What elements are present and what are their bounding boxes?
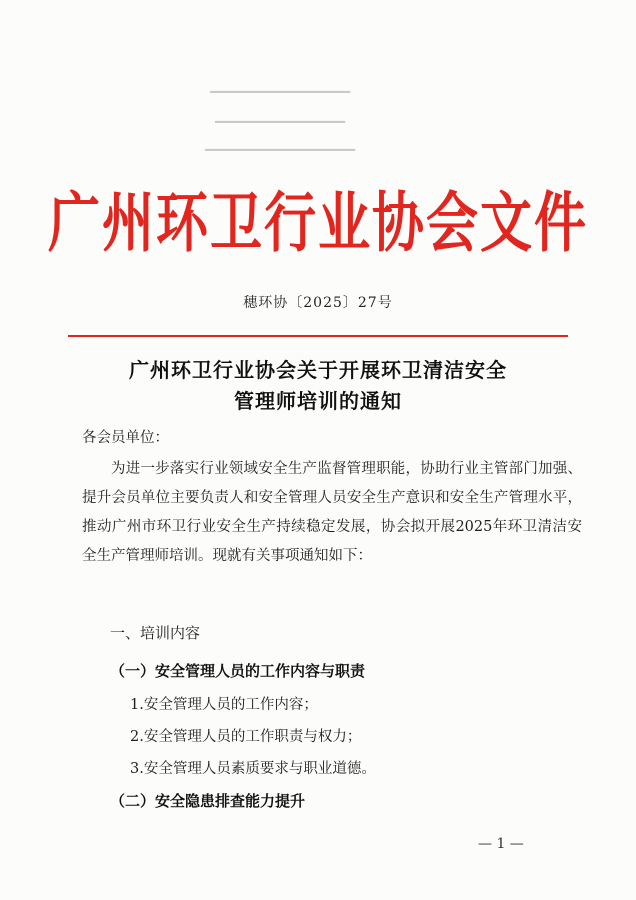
list-item: 1.安全管理人员的工作内容； (130, 697, 318, 713)
red-divider-line (68, 335, 568, 337)
section-1-heading: 一、培训内容 (110, 624, 201, 642)
bleed-through-text: ▔▔▔▔▔▔▔▔▔▔▔▔▔ (215, 122, 345, 137)
salutation: 各会员单位： (82, 430, 169, 446)
bleed-through-text: ▔▔▔▔▔▔▔▔▔▔▔▔▔▔▔ (205, 150, 355, 165)
notice-title (0, 355, 636, 417)
bleed-through-text: ▔▔▔▔▔▔▔▔▔▔▔▔▔▔ (210, 92, 350, 107)
intro-paragraph: 为进一步落实行业领域安全生产监督管理职能，协助行业主管部门加强、提升会员单位主要负责人和安全管理人员安全生产意识和安全生产管理水平，推动广州市环卫行业安全生产持续稳定发展，协会拟开展2025年环卫清洁安全生产管理师培训。现就有关事项通知如下： (82, 461, 582, 564)
subsection-2-heading: （二）安全隐患排查能力提升 (110, 792, 306, 810)
org-document-title: 广州环卫行业协会文件 (47, 185, 588, 262)
list-item: 2.安全管理人员的工作职责与权力； (130, 729, 362, 745)
document-number: 穗环协〔2025〕27号 (243, 295, 393, 311)
notice-title-line-1: 广州环卫行业协会关于开展环卫清洁安全 (129, 358, 507, 382)
notice-title-line-2: 管理师培训的通知 (234, 389, 402, 413)
page-number: — 1 — (478, 836, 524, 852)
list-item: 3.安全管理人员素质要求与职业道德。 (130, 761, 376, 777)
subsection-1-heading: （一）安全管理人员的工作内容与职责 (110, 662, 366, 680)
